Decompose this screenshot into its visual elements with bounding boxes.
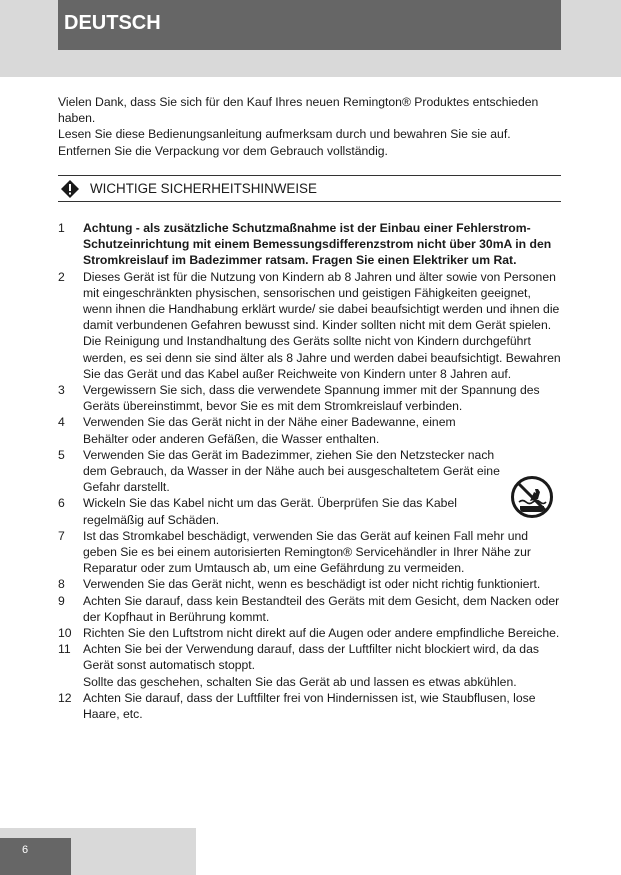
list-item xyxy=(58,690,561,722)
list-item xyxy=(58,576,561,592)
list-item xyxy=(58,269,561,382)
item-text: Achtung - als zusätzliche Schutzmaßnahme ist der Einbau einer Fehlerstrom-Schutzeinrichtung mit einem Bemessungsdifferenzstrom nicht über 30mA in den Stromkreislauf im Badezimmer ratsam. Fragen Sie einen Elektriker um Rat. xyxy=(83,221,552,268)
item-number: 12 xyxy=(58,690,72,705)
no-water-bath-icon xyxy=(510,475,554,519)
intro-paragraph-2: Lesen Sie diese Bedienungsanleitung aufmerksam durch und bewahren Sie sie auf. Entfernen Sie die Verpackung vor dem Gebrauch vollständig. xyxy=(58,127,511,158)
page-number: 6 xyxy=(0,838,71,875)
item-text: Ist das Stromkabel beschädigt, verwenden Sie das Gerät auf keinen Fall mehr und geben Sie es bei einem autorisierten Remington® Servicehändler in Ihrer Nähe zur Reparatur oder zum Umtausch ab, um eine Gefährdung zu vermeiden. xyxy=(83,528,531,576)
list-item xyxy=(58,625,561,641)
item-number: 1 xyxy=(58,221,65,235)
list-item xyxy=(58,495,561,527)
item-number: 9 xyxy=(58,593,65,608)
item-number: 10 xyxy=(58,626,72,641)
list-item xyxy=(58,382,561,414)
item-text: Verwenden Sie das Gerät im Badezimmer, ziehen Sie den Netzstecker nach dem Gebrauch, da Wasser in der Nähe auch bei ausgeschaltetem Gerät eine Gefahr darstellt. xyxy=(83,447,500,495)
item-number: 5 xyxy=(58,447,65,462)
language-tab: DEUTSCH xyxy=(58,0,561,50)
list-item xyxy=(58,447,561,496)
item-number: 2 xyxy=(58,269,65,284)
item-text: Vergewissern Sie sich, dass die verwendete Spannung immer mit der Spannung des Geräts übereinstimmt, bevor Sie es mit dem Stromkreislauf verbinden. xyxy=(83,383,540,414)
item-text: Dieses Gerät ist für die Nutzung von Kindern ab 8 Jahren und älter sowie von Personen mit eingeschränkten physischen, sensorischen und geistigen Fähigkeiten geeignet, wenn ihnen die Handhabung erklärt wurde/ sie dabei beaufsichtigt werden und ihnen die damit verbundenen Gefahren bewusst sind. Kinder sollten nicht mit dem Gerät spielen. Die Reinigung und Instandhaltung des Geräts sollte nicht von Kindern durchgeführt werden, es sei denn sie sind älter als 8 Jahre und werden dabei beaufsichtigt. Bewahren Sie das Gerät und das Kabel außer Reichweite von Kindern unter 8 Jahren auf. xyxy=(83,269,561,381)
intro xyxy=(58,94,561,159)
item-number: 4 xyxy=(58,415,65,430)
item-text: Richten Sie den Luftstrom nicht direkt auf die Augen oder andere empfindliche Bereiche. xyxy=(83,626,560,641)
item-number: 7 xyxy=(58,528,65,543)
item-text: Achten Sie darauf, dass der Luftfilter frei von Hindernissen ist, wie Staubflusen, lose Haare, etc. xyxy=(83,690,536,722)
list-item xyxy=(58,528,561,577)
section-heading xyxy=(58,175,561,202)
item-text: Wickeln Sie das Kabel nicht um das Gerät. Überprüfen Sie das Kabel regelmäßig auf Schäden. xyxy=(83,496,457,527)
list-item xyxy=(58,220,561,269)
list-item xyxy=(58,414,561,446)
item-text: Achten Sie bei der Verwendung darauf, dass der Luftfilter nicht blockiert wird, da das Gerät sonst automatisch stoppt. xyxy=(83,642,539,673)
safety-list xyxy=(58,220,561,722)
section-title: WICHTIGE SICHERHEITSHINWEISE xyxy=(90,181,317,196)
list-item xyxy=(58,593,561,625)
item-text-continued: Sollte das geschehen, schalten Sie das Gerät ab und lassen es etwas abkühlen. xyxy=(83,674,517,689)
item-number: 8 xyxy=(58,577,65,592)
item-number: 3 xyxy=(58,383,65,398)
item-text: Verwenden Sie das Gerät nicht, wenn es beschädigt ist oder nicht richtig funktioniert. xyxy=(83,577,541,592)
item-number: 6 xyxy=(58,496,65,511)
item-text: Achten Sie darauf, dass kein Bestandteil des Geräts mit dem Gesicht, dem Nacken oder der Kopfhaut in Berührung kommt. xyxy=(83,593,560,624)
item-text: Verwenden Sie das Gerät nicht in der Nähe einer Badewanne, einem Behälter oder anderen Gefäßen, die Wasser enthalten. xyxy=(83,415,456,446)
intro-paragraph-1: Vielen Dank, dass Sie sich für den Kauf Ihres neuen Remington® Produktes entschieden haben. xyxy=(58,95,539,126)
list-item xyxy=(58,641,561,690)
warning-icon xyxy=(60,179,80,199)
item-number: 11 xyxy=(58,642,71,657)
